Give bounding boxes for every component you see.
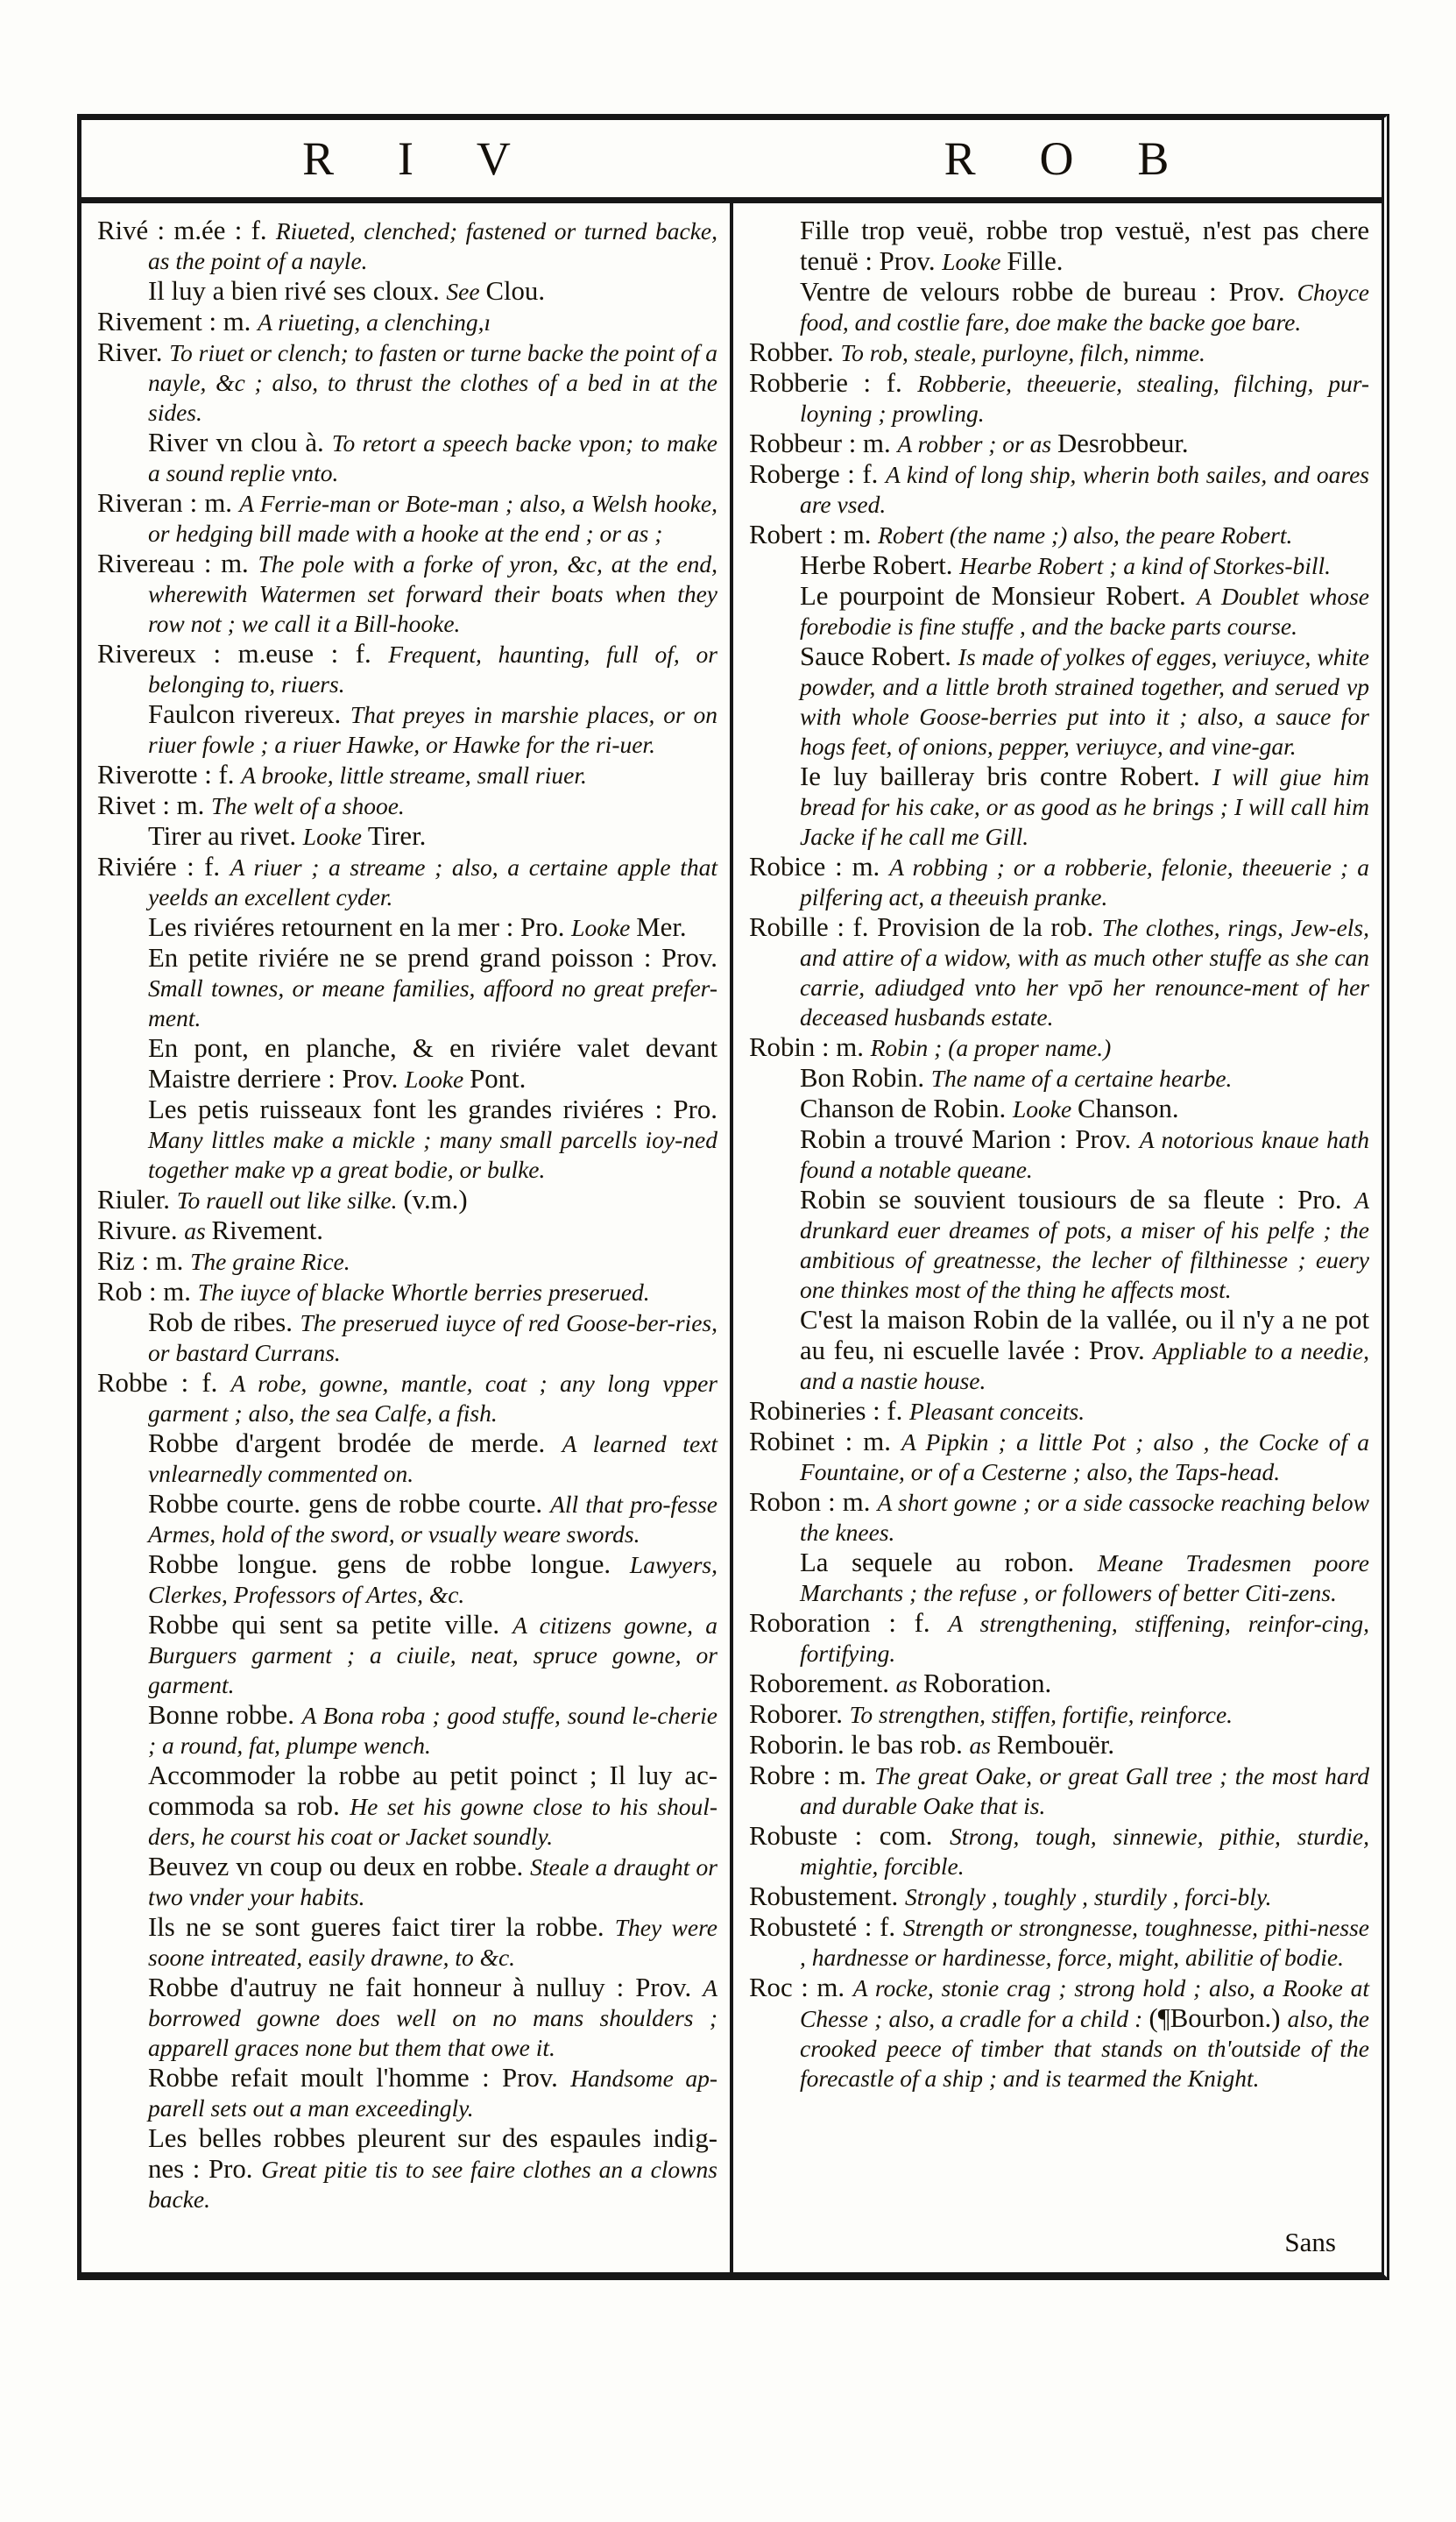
dictionary-entry (97, 216, 717, 276)
dictionary-entry (97, 337, 717, 428)
italic-gloss-text: as (184, 1217, 212, 1244)
dictionary-entry (749, 1973, 1369, 2093)
dictionary-subentry (97, 1852, 717, 1912)
italic-gloss-text: A learned text vnlearnedly commented on. (148, 1430, 717, 1487)
roman-text: Les petis ruisseaux font les grandes riviéres : Pro. (148, 1095, 717, 1124)
italic-gloss-text: Strongly , toughly , sturdily , forci-bly. (904, 1883, 1272, 1910)
dictionary-subentry (749, 1124, 1369, 1185)
italic-gloss-text: The graine Rice. (190, 1248, 350, 1275)
italic-gloss-text: A kind of long ship, wherin both sailes, and oares are vsed. (800, 461, 1369, 518)
italic-gloss-text: Looke (405, 1066, 470, 1093)
dictionary-subentry (97, 1307, 717, 1368)
dictionary-subentry (97, 1760, 717, 1852)
dictionary-subentry (749, 641, 1369, 762)
dictionary-entry (749, 1699, 1369, 1730)
italic-gloss-text: Looke (302, 823, 368, 850)
dictionary-entry (749, 429, 1369, 459)
italic-gloss-text: also, the crooked peece of timber that stands on th'outside of the forecastle of a ship ; and is tearmed the Knight. (800, 2005, 1369, 2092)
roman-text: Tirer au rivet. (148, 821, 303, 851)
dictionary-subentry (749, 1185, 1369, 1305)
roman-text: Rembouër. (996, 1730, 1115, 1760)
italic-gloss-text: Pleasant conceits. (909, 1398, 1085, 1425)
italic-gloss-text: Handsome ap-parell sets out a man exceedingly. (148, 2065, 717, 2122)
roman-text: Desrobbeur. (1057, 429, 1189, 458)
dictionary-subentry (749, 581, 1369, 641)
dictionary-entry (97, 549, 717, 639)
roman-text: Pont. (470, 1064, 527, 1094)
italic-gloss-text: Strong, tough, sinnewie, pithie, sturdie, mightie, forcible. (800, 1823, 1369, 1880)
dictionary-entry (749, 368, 1369, 429)
italic-gloss-text: He set his gowne close to his shoul-ders, he courst his coat or Jacket soundly. (148, 1793, 717, 1850)
roman-text: Robbe qui sent sa petite ville. (148, 1610, 513, 1640)
roman-text: Il luy a bien rivé ses cloux. (148, 276, 447, 306)
roman-text: Roborin. le bas rob. (749, 1730, 970, 1760)
roman-text: Robbe d'argent brodée de merde. (148, 1428, 562, 1458)
italic-gloss-text: Looke (571, 914, 637, 941)
italic-gloss-text: Frequent, haunting, full of, or belonging to, riuers. (148, 641, 718, 698)
roman-text: River. (97, 337, 170, 367)
dictionary-entry (749, 1821, 1369, 1881)
roman-text: River vn clou à. (148, 428, 332, 457)
roman-text: Robon : m. (749, 1487, 878, 1517)
italic-gloss-text: The iuyce of blacke Whortle berries preserued. (197, 1279, 650, 1306)
roman-text: Roborer. (749, 1699, 850, 1729)
dictionary-entry (749, 1668, 1369, 1699)
roman-text: Riveran : m. (97, 488, 240, 518)
italic-gloss-text: A drunkard euer dreames of pots, a miser of his pelfe ; the ambitious of greatnesse, the lecher of filthinesse ; euery one thinkes most of the thing he affects most. (800, 1187, 1369, 1303)
italic-gloss-text: Appliable to a needie, and a nastie house. (800, 1337, 1370, 1394)
italic-gloss-text: To riuet or clench; to fasten or turne backe the point of a nayle, &c ; also, to thrust the clothes of a bed in at the sides. (148, 339, 717, 426)
roman-text: Ils ne se sont gueres faict tirer la robbe. (148, 1912, 615, 1942)
italic-gloss-text: Small townes, or meane families, affoord no great prefer-ment. (148, 974, 717, 1031)
roman-text: La sequele au robon. (800, 1548, 1098, 1577)
column-left (81, 203, 733, 2272)
running-head (81, 120, 1382, 203)
roman-text: Robbeur : m. (749, 429, 898, 458)
italic-gloss-text: A short gowne ; or a side cassocke reaching below the knees. (800, 1489, 1369, 1546)
roman-text: Herbe Robert. (800, 550, 960, 580)
dictionary-entry (749, 1912, 1369, 1973)
roman-text: Robin se souvient tousiours de sa fleute : Pro. (800, 1185, 1355, 1215)
dictionary-subentry (97, 1912, 717, 1973)
italic-gloss-text: Robin ; (a proper name.) (870, 1034, 1112, 1061)
italic-gloss-text: Robert (the name ;) also, the peare Robert. (878, 521, 1293, 549)
dictionary-entry (97, 488, 717, 549)
roman-text: Rivement : m. (97, 307, 258, 337)
italic-gloss-text: Choyce food, and costlie fare, doe make the backe goe bare. (800, 279, 1369, 336)
italic-gloss-text: A Doublet whose forebodie is fine stuffe , and the backe parts course. (800, 583, 1369, 640)
dictionary-entry (97, 852, 717, 912)
dictionary-subentry (97, 1610, 717, 1700)
dictionary-subentry (749, 277, 1369, 337)
roman-text: Clou. (485, 276, 546, 306)
roman-text: C'est la maison Robin de la vallée, ou il n'y a ne pot au feu, ni escuelle lavée : Prov. (800, 1305, 1369, 1365)
roman-text: Faulcon rivereux. (148, 699, 350, 729)
roman-text: Ie luy bailleray bris contre Robert. (800, 762, 1212, 791)
roman-text: Robille : f. Provision de la rob. (749, 912, 1102, 942)
roman-text: Robber. (749, 337, 841, 367)
dictionary-entry (97, 307, 717, 337)
italic-gloss-text: Looke (1012, 1095, 1078, 1123)
dictionary-subentry (749, 762, 1369, 852)
roman-text: Robice : m. (749, 852, 890, 882)
roman-text: En petite riviére ne se prend grand poisson : Prov. (148, 943, 717, 973)
italic-gloss-text: To rauell out like silke. (176, 1187, 404, 1214)
italic-gloss-text: A rocke, stonie crag ; strong hold ; also, a Rooke at Chesse ; also, a cradle for a child : (800, 1974, 1370, 2032)
italic-gloss-text: Looke (942, 248, 1007, 275)
roman-text: Riuler. (97, 1185, 177, 1215)
italic-gloss-text: The great Oake, or great Gall tree ; the most hard and durable Oake that is. (800, 1762, 1369, 1819)
italic-gloss-text: A robbing ; or a robberie, felonie, theeuerie ; a pilfering act, a theeuish pranke. (800, 854, 1369, 910)
italic-gloss-text: Is made of yolkes of egges, veriuyce, white powder, and a little broth strained together, and serued vp with whole Goose-berries put into it ; also, a sauce for hogs feet, of onions, pepper, veriuyce, and vine-gar. (800, 643, 1370, 760)
dictionary-subentry (97, 1973, 717, 2063)
italic-gloss-text: as (895, 1670, 923, 1697)
text-columns (81, 203, 1382, 2272)
dictionary-entry (749, 912, 1369, 1032)
italic-gloss-text: Strength or strongnesse, toughnesse, pithi-nesse , hardnesse or hardinesse, force, might, abilitie of bodie. (800, 1914, 1369, 1971)
dictionary-entry (749, 1396, 1369, 1427)
roman-text: Rivet : m. (97, 790, 212, 820)
dictionary-entry (97, 1185, 717, 1215)
roman-text: Fille trop veuë, robbe trop vestuë, n'est pas chere tenuë : Prov. (800, 216, 1369, 276)
italic-gloss-text: A robe, gowne, mantle, coat ; any long vpper garment ; also, the sea Calfe, a fish. (148, 1370, 718, 1427)
italic-gloss-text: See (446, 278, 486, 305)
italic-gloss-text: as (969, 1732, 997, 1759)
roman-text: Roboration. (922, 1668, 1052, 1698)
dictionary-subentry (97, 2123, 717, 2214)
italic-gloss-text: The clothes, rings, Jew-els, and attire of a widow, with as much other stuffe as she can carrie, adiudged vnto her vpō her renounce-ment of her deceased husbands estate. (800, 914, 1369, 1031)
dictionary-subentry (97, 1700, 717, 1760)
dictionary-entry (749, 1881, 1369, 1912)
italic-gloss-text: A Pipkin ; a little Pot ; also , the Cocke of a Fountaine, or of a Cesterne ; also, the Taps-head. (800, 1428, 1369, 1485)
roman-text: Robbe : f. (97, 1368, 231, 1398)
dictionary-entry (97, 1215, 717, 1246)
dictionary-subentry (749, 550, 1369, 581)
italic-gloss-text: I will giue him bread for his cake, or as good as he brings ; I will call him Jacke if he call me Gill. (800, 763, 1369, 850)
roman-text: Rivement. (211, 1215, 323, 1245)
italic-gloss-text: A strengthening, stiffening, reinfor-cing, fortifying. (800, 1610, 1370, 1667)
roman-text: Riz : m. (97, 1246, 191, 1276)
italic-gloss-text: A notorious knaue hath found a notable queane. (800, 1126, 1369, 1183)
dictionary-entry (97, 760, 717, 790)
italic-gloss-text: The pole with a forke of yron, &c, at the end, wherewith Watermen set forward their boats when they row not ; we call it a Bill-hooke. (148, 550, 717, 637)
italic-gloss-text: The name of a certaine hearbe. (930, 1065, 1233, 1092)
roman-text: Roborement. (749, 1668, 896, 1698)
dictionary-subentry (97, 1033, 717, 1095)
roman-text: Le pourpoint de Monsieur Robert. (800, 581, 1198, 611)
dictionary-entry (97, 1277, 717, 1307)
italic-gloss-text: They were soone intreated, easily drawne, to &c. (148, 1914, 717, 1971)
roman-text: Rob de ribes. (148, 1307, 300, 1337)
italic-gloss-text: The welt of a shooe. (211, 792, 405, 819)
dictionary-entry (749, 1760, 1369, 1821)
dictionary-entry (749, 852, 1369, 912)
dictionary-subentry (749, 1063, 1369, 1094)
dictionary-entry (97, 1368, 717, 1428)
dictionary-subentry (749, 1548, 1369, 1608)
roman-text: Bonne robbe. (148, 1700, 302, 1730)
roman-text: Chanson de Robin. (800, 1094, 1013, 1123)
catchword: Sans (1284, 2227, 1336, 2257)
dictionary-entry (97, 639, 717, 699)
roman-text: Robert : m. (749, 520, 879, 549)
italic-gloss-text: The preserued iuyce of red Goose-ber-ries, or bastard Currans. (148, 1309, 717, 1366)
italic-gloss-text: Lawyers, Clerkes, Professors of Artes, &c. (148, 1551, 717, 1608)
roman-text: Bon Robin. (800, 1063, 931, 1093)
dictionary-entry (97, 790, 717, 821)
roman-text: Riviére : f. (97, 852, 230, 882)
roman-text: Riverotte : f. (97, 760, 242, 790)
roman-text: Robbe courte. gens de robbe courte. (148, 1489, 551, 1519)
italic-gloss-text: A borrowed gowne does well on no mans shoulders ; apparell graces none but them that owe it. (148, 1974, 717, 2061)
roman-text: Robusteté : f. (749, 1912, 903, 1942)
dictionary-subentry (749, 216, 1369, 277)
roman-text: (¶Bourbon.) (1149, 2003, 1288, 2033)
italic-gloss-text: Great pitie tis to see faire clothes an a clowns backe. (148, 2156, 717, 2213)
dictionary-entry (749, 1487, 1369, 1548)
roman-text: Sauce Robert. (800, 641, 958, 671)
roman-text: Roc : m. (749, 1973, 853, 2002)
roman-text: Robineries : f. (749, 1396, 910, 1426)
roman-text: Robin a trouvé Marion : Prov. (800, 1124, 1140, 1154)
roman-text: En pont, en planche, & en riviére valet devant Maistre derriere : Prov. (148, 1033, 717, 1094)
dictionary-subentry (97, 276, 717, 307)
roman-text: Roboration : f. (749, 1608, 949, 1638)
italic-gloss-text: Steale a draught or two vnder your habits. (148, 1853, 717, 1910)
roman-text: Roberge : f. (749, 459, 886, 489)
dictionary-subentry (97, 1428, 717, 1489)
dictionary-subentry (97, 821, 717, 852)
roman-text: Rivé : m.ée : f. (97, 216, 276, 245)
italic-gloss-text: That preyes in marshie places, or on riuer fowle ; a riuer Hawke, or Hawke for the ri-uer. (148, 701, 717, 758)
italic-gloss-text: To strengthen, stiffen, fortifie, reinforce. (849, 1701, 1233, 1728)
running-head-left: R I V (302, 132, 537, 185)
roman-text: Les belles robbes pleurent sur des espaules indig-nes : Pro. (148, 2123, 717, 2184)
italic-gloss-text: Robberie, theeuerie, stealing, filching, pur-loyning ; prowling. (800, 370, 1369, 427)
roman-text: Robin : m. (749, 1032, 871, 1062)
italic-gloss-text: Many littles make a mickle ; many small parcells ioy-ned together make vp a great bodie, or bulke. (148, 1126, 717, 1183)
page-frame (77, 114, 1389, 2280)
italic-gloss-text: A Bona roba ; good stuffe, sound le-cherie ; a round, fat, plumpe wench. (148, 1702, 718, 1759)
roman-text: Rob : m. (97, 1277, 198, 1307)
dictionary-subentry (749, 1305, 1369, 1396)
roman-text: Robre : m. (749, 1760, 875, 1790)
dictionary-entry (749, 1032, 1369, 1063)
dictionary-entry (749, 337, 1369, 368)
roman-text: Accommoder la robbe au petit poinct ; Il luy ac-commoda sa rob. (148, 1760, 717, 1821)
roman-text: Robustement. (749, 1881, 905, 1911)
italic-gloss-text: A robber ; or as (897, 430, 1057, 457)
italic-gloss-text: All that pro-fesse Armes, hold of the sword, or vsually weare swords. (148, 1491, 717, 1548)
roman-text: Les riviéres retournent en la mer : Pro. (148, 912, 572, 942)
dictionary-entry (97, 1246, 717, 1277)
roman-text: Robbe d'autruy ne fait honneur à nulluy : Prov. (148, 1973, 703, 2002)
dictionary-subentry (97, 699, 717, 760)
roman-text: Robberie : f. (749, 368, 918, 398)
italic-gloss-text: To rob, steale, purloyne, filch, nimme. (840, 339, 1205, 366)
roman-text: Robuste : com. (749, 1821, 951, 1851)
dictionary-entry (749, 520, 1369, 550)
dictionary-subentry (97, 428, 717, 488)
roman-text: Rivereux : m.euse : f. (97, 639, 389, 669)
dictionary-subentry (97, 912, 717, 943)
dictionary-subentry (97, 1489, 717, 1549)
roman-text: Fille. (1007, 246, 1064, 276)
dictionary-subentry (97, 2063, 717, 2123)
roman-text: (v.m.) (403, 1185, 468, 1215)
roman-text: Robinet : m. (749, 1427, 901, 1456)
italic-gloss-text: A riuer ; a streame ; also, a certaine apple that yeelds an excellent cyder. (148, 854, 717, 910)
dictionary-subentry (749, 1094, 1369, 1124)
italic-gloss-text: A riueting, a clenching,ı (258, 308, 491, 336)
roman-text: Rivereau : m. (97, 549, 258, 578)
roman-text: Robbe refait moult l'homme : Prov. (148, 2063, 571, 2093)
italic-gloss-text: A citizens gowne, a Burguers garment ; a ciuile, neat, spruce gowne, or garment. (148, 1612, 717, 1698)
dictionary-subentry (97, 1095, 717, 1185)
roman-text: Ventre de velours robbe de bureau : Prov. (800, 277, 1297, 307)
dictionary-subentry (97, 1549, 717, 1610)
running-head-right: R O B (944, 132, 1196, 185)
roman-text: Beuvez vn coup ou deux en robbe. (148, 1852, 531, 1881)
roman-text: Rivure. (97, 1215, 185, 1245)
dictionary-entry (749, 459, 1369, 520)
dictionary-entry (749, 1608, 1369, 1668)
italic-gloss-text: Riueted, clenched; fastened or turned backe, as the point of a nayle. (148, 217, 717, 274)
roman-text: Robbe longue. gens de robbe longue. (148, 1549, 630, 1579)
italic-gloss-text: Meane Tradesmen poore Marchants ; the refuse , or followers of better Citi-zens. (800, 1549, 1369, 1606)
dictionary-entry (749, 1730, 1369, 1760)
dictionary-subentry (97, 943, 717, 1033)
roman-text: Mer. (636, 912, 687, 942)
italic-gloss-text: A brooke, little streame, small riuer. (241, 762, 587, 789)
roman-text: Chanson. (1078, 1094, 1179, 1123)
dictionary-entry (749, 1427, 1369, 1487)
italic-gloss-text: Hearbe Robert ; a kind of Storkes-bill. (959, 552, 1332, 579)
roman-text: Tirer. (367, 821, 427, 851)
column-right (733, 203, 1382, 2272)
italic-gloss-text: A Ferrie-man or Bote-man ; also, a Welsh hooke, or hedging bill made with a hooke at the end ; or as ; (148, 490, 717, 547)
italic-gloss-text: To retort a speech backe vpon; to make a sound replie vnto. (148, 429, 717, 486)
